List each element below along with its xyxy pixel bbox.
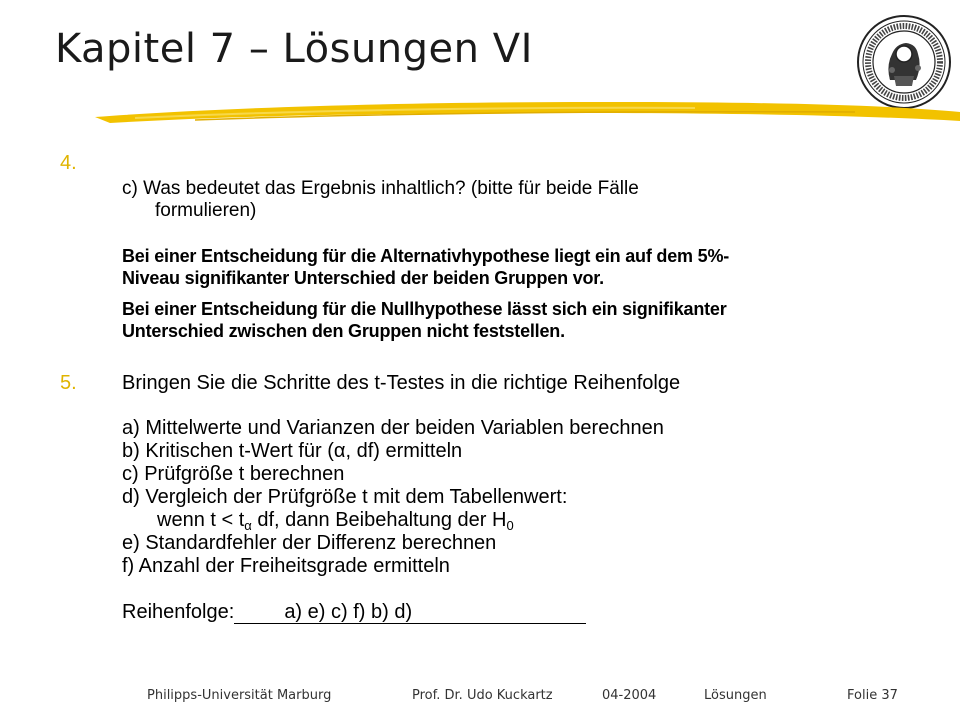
step-f: f) Anzahl der Freiheitsgrade ermitteln <box>122 555 450 577</box>
order-label: Reihenfolge: <box>122 601 235 623</box>
answer-4-alternative-line2: Niveau signifikanter Unterschied der beiden Gruppen vor. <box>122 268 604 288</box>
alpha-subscript: α <box>244 518 252 533</box>
step-b: b) Kritischen t-Wert für (α, df) ermitteln <box>122 440 463 462</box>
step-e: e) Standardfehler der Differenz berechnen <box>122 532 497 554</box>
answer-4-null-line2: Unterschied zwischen den Gruppen nicht feststellen. <box>122 321 565 341</box>
order-blank-right <box>412 601 586 624</box>
answer-4-null-line1: Bei einer Entscheidung für die Nullhypothese lässt sich ein signifikanter <box>122 299 727 319</box>
footer-author: Prof. Dr. Udo Kuckartz <box>412 688 553 703</box>
order-row <box>122 601 586 624</box>
question-5-heading: Bringen Sie die Schritte des t-Testes in die richtige Reihenfolge <box>122 372 681 394</box>
footer-date: 04-2004 <box>602 688 657 703</box>
zero-subscript: 0 <box>506 518 514 533</box>
step-d: d) Vergleich der Prüfgröße t mit dem Tabellenwert: <box>122 486 568 508</box>
step-c: c) Prüfgröße t berechnen <box>122 463 345 485</box>
order-blank-left <box>234 601 284 624</box>
question-4-text-line2: formulieren) <box>155 200 257 221</box>
question-4-text-line1: c) Was bedeutet das Ergebnis inhaltlich? (bitte für beide Fälle <box>122 178 639 199</box>
footer-slide-number: Folie 37 <box>847 688 898 703</box>
answer-4-alternative-line1: Bei einer Entscheidung für die Alternativhypothese liegt ein auf dem 5%- <box>122 246 730 266</box>
step-a: a) Mittelwerte und Varianzen der beiden Variablen berechnen <box>122 417 664 439</box>
question-5-number: 5. <box>60 372 77 394</box>
step-d-condition: wenn $t < t_\alpha$ df, dann Beibehaltung der $H_0$ <box>157 509 514 533</box>
footer-university: Philipps-Universität Marburg <box>147 688 332 703</box>
order-answer: a) e) c) f) b) d) <box>284 601 413 623</box>
question-4-number: 4. <box>60 152 77 174</box>
footer-topic: Lösungen <box>704 688 767 703</box>
alpha-symbol: α <box>333 440 346 462</box>
slide-title: Kapitel 7 – Lösungen VI <box>55 26 533 72</box>
